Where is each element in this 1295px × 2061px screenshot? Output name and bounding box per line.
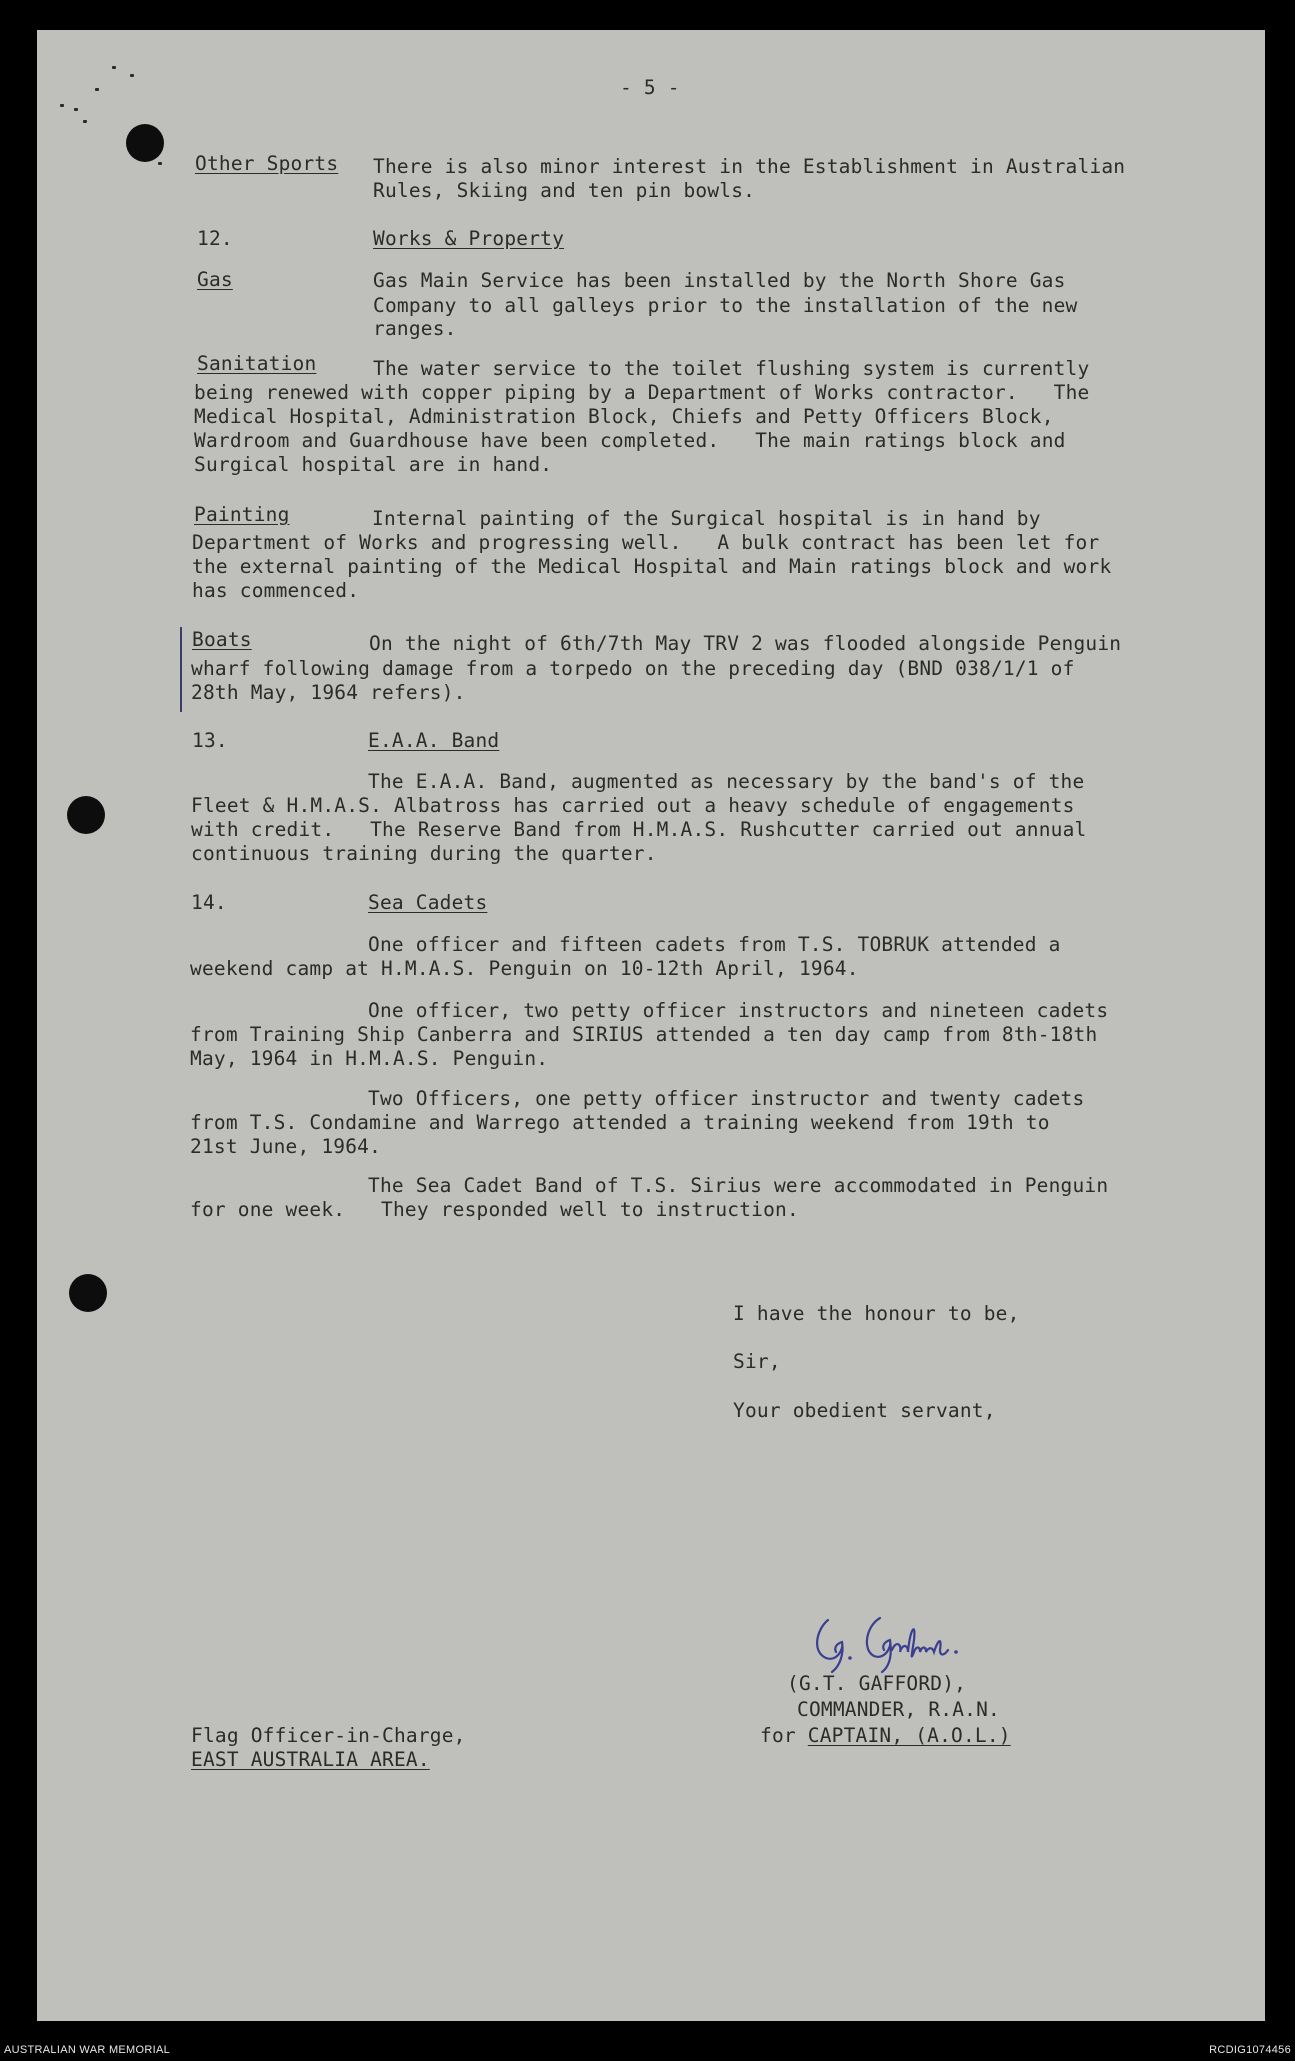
punch-hole-bottom [69,1274,107,1312]
cadets-p1-line-2: weekend camp at H.M.A.S. Penguin on 10-12th April, 1964. [190,957,859,980]
section-13-number: 13. [192,729,228,752]
paper-speck [130,74,134,77]
other-sports-heading: Other Sports [195,152,339,175]
paper-speck [60,104,64,107]
section-13-title: E.A.A. Band [368,729,500,752]
other-sports-line-1: There is also minor interest in the Establishment in Australian [373,155,1126,178]
boats-line-2: wharf following damage from a torpedo on the preceding day (BND 038/1/1 of [191,657,1075,680]
boats-heading: Boats [192,628,252,651]
band-line-3: with credit. The Reserve Band from H.M.A.S. Rushcutter carried out annual [191,818,1087,841]
sanitation-line-2: being renewed with copper piping by a Department of Works contractor. The [194,381,1090,404]
gas-line-2: Company to all galleys prior to the installation of the new [373,294,1078,317]
painting-line-4: has commenced. [192,579,360,602]
boats-line-3: 28th May, 1964 refers). [191,681,466,704]
cadets-p3-line-3: 21st June, 1964. [190,1135,382,1158]
closing-line-1: I have the honour to be, [733,1302,1020,1325]
cadets-p1-line-1: One officer and fifteen cadets from T.S. TOBRUK attended a [368,933,1061,956]
paper-speck [95,88,99,91]
cadets-p2-line-2: from Training Ship Canberra and SIRIUS attended a ten day camp from 8th-18th [190,1023,1098,1046]
handwritten-signature [806,1600,986,1680]
page-number: - 5 - [620,76,680,99]
closing-line-3: Your obedient servant, [733,1399,996,1422]
punch-hole-middle [67,796,105,834]
signer-rank: COMMANDER, R.A.N. [797,1698,1000,1721]
signer-for-prefix: for [760,1724,808,1747]
punch-hole-top [126,124,164,162]
section-12-number: 12. [197,227,233,250]
gas-heading: Gas [197,268,233,291]
cadets-p4-line-2: for one week. They responded well to instruction. [190,1198,799,1221]
signer-for-line [760,1724,1011,1749]
paper-speck [158,162,162,165]
gas-line-3: ranges. [373,317,457,340]
sanitation-line-4: Wardroom and Guardhouse have been completed. The main ratings block and [194,429,1066,452]
paper-speck [112,66,116,69]
cadets-p3-line-2: from T.S. Condamine and Warrego attended a training weekend from 19th to [190,1111,1050,1134]
sanitation-line-3: Medical Hospital, Administration Block, Chiefs and Petty Officers Block, [194,405,1054,428]
signer-for-title: CAPTAIN, (A.O.L.) [807,1724,1011,1747]
addressee-line-2: EAST AUSTRALIA AREA. [191,1748,430,1771]
sanitation-line-5: Surgical hospital are in hand. [194,453,553,476]
band-line-1: The E.A.A. Band, augmented as necessary by the band's of the [368,770,1085,793]
cadets-p3-line-1: Two Officers, one petty officer instructor and twenty cadets [368,1087,1085,1110]
margin-mark [180,627,182,712]
painting-line-1: Internal painting of the Surgical hospital is in hand by [372,507,1041,530]
sanitation-heading: Sanitation [197,352,317,375]
band-line-2: Fleet & H.M.A.S. Albatross has carried out a heavy schedule of engagements [191,794,1075,817]
boats-line-1: On the night of 6th/7th May TRV 2 was flooded alongside Penguin [369,632,1122,655]
footer-archive-name: AUSTRALIAN WAR MEMORIAL [4,2044,171,2056]
footer-record-id: RCDIG1074456 [1209,2044,1291,2056]
sanitation-line-1: The water service to the toilet flushing system is currently [373,357,1090,380]
cadets-p2-line-1: One officer, two petty officer instructors and nineteen cadets [368,999,1109,1022]
band-line-4: continuous training during the quarter. [191,842,657,865]
cadets-p2-line-3: May, 1964 in H.M.A.S. Penguin. [190,1047,549,1070]
cadets-p4-line-1: The Sea Cadet Band of T.S. Sirius were accommodated in Penguin [368,1174,1109,1197]
painting-line-2: Department of Works and progressing well. A bulk contract has been let for [192,531,1100,554]
gas-line-1: Gas Main Service has been installed by the North Shore Gas [373,269,1066,292]
section-14-number: 14. [191,891,227,914]
painting-line-3: the external painting of the Medical Hospital and Main ratings block and work [192,555,1112,578]
section-14-title: Sea Cadets [368,891,488,914]
section-12-title: Works & Property [373,227,565,250]
closing-line-2: Sir, [733,1350,781,1373]
paper-speck [74,108,78,111]
addressee-line-1: Flag Officer-in-Charge, [191,1724,466,1747]
signer-name: (G.T. GAFFORD), [787,1672,967,1695]
paper-speck [83,120,87,123]
other-sports-line-2: Rules, Skiing and ten pin bowls. [373,179,756,202]
painting-heading: Painting [194,503,290,526]
